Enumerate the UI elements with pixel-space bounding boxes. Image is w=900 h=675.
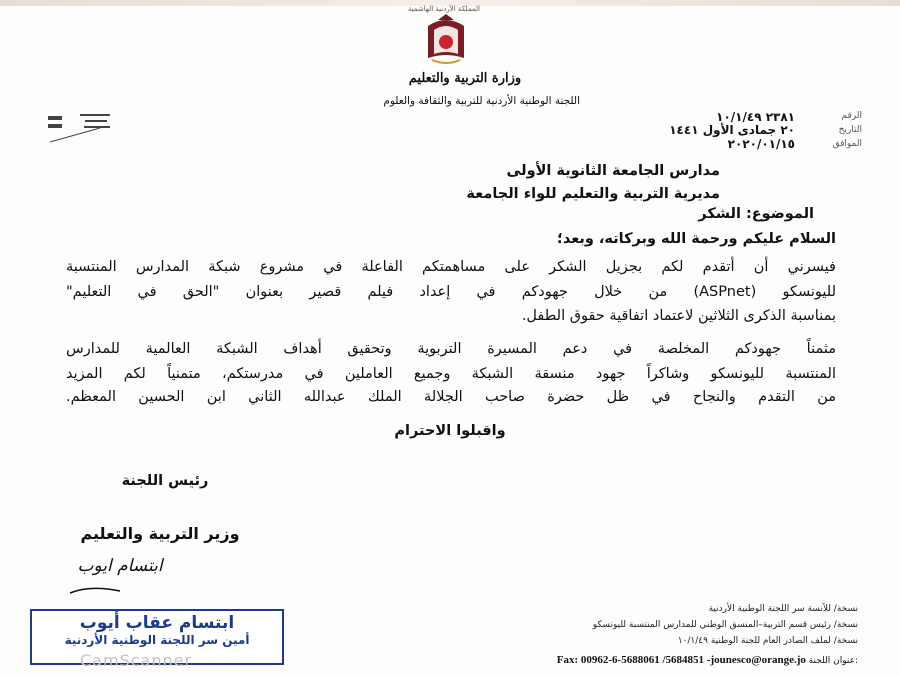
ref-number-label: الرقم — [841, 111, 862, 121]
handwritten-signature: ابتسام ايوب — [77, 556, 163, 576]
ref-corresponding-value: ٢٠٢٠/٠١/١٥ — [727, 137, 795, 151]
paragraph2-line: مثمناً جهودكم المخلصة في دعم المسيرة التربوية وتحقيق أهداف الشبكة العالمية للمدارس — [66, 341, 836, 357]
ref-number-value: ٢٣٨١ ١٠/١/٤٩ — [716, 110, 795, 124]
stamp-title: أمين سر اللجنة الوطنية الأردنية — [64, 633, 250, 647]
footer-contact-value: Fax: 00962-6-5688061 /5684851 -jounesco@orange.jo — [556, 654, 806, 666]
paragraph1-line: لليونسكو (ASPnet) من خلال جهودكم في إعداد فيلم قصير بعنوان "الحق في التعليم" — [66, 284, 836, 300]
ref-corresponding-label: الموافق — [832, 139, 862, 149]
paragraph1-line: بمناسبة الذكرى الثلاثين لاعتماد اتفاقية حقوق الطفل. — [521, 308, 836, 324]
addressee-line-2: مديرية التربية والتعليم للواء الجامعة — [466, 186, 720, 202]
addressee-line-1: مدارس الجامعة الثانوية الأولى — [506, 163, 720, 179]
footer-address-label: عنوان اللجنة: — [808, 656, 858, 666]
subject: الموضوع: الشكر — [698, 206, 814, 222]
paragraph2-line: من التقدم والنجاح في ظل حضرة صاحب الجلالة الملك عبدالله الثاني ابن الحسين المعظم. — [66, 389, 836, 405]
receipt-stamp-icon — [40, 108, 115, 148]
scanner-watermark: CamScanner — [80, 651, 193, 670]
ref-date-value: ٢٠ جمادى الأول ١٤٤١ — [669, 123, 795, 137]
cc-line: نسخة/ للآنسة سر اللجنة الوطنية الأردنية — [708, 604, 858, 614]
committee-name: اللجنة الوطنية الأردنية للتربية والثقافة والعلوم — [383, 95, 580, 107]
ref-date-label: التاريخ — [838, 125, 862, 135]
chair-title: رئيس اللجنة — [121, 473, 209, 489]
footer-contact — [557, 654, 858, 666]
greeting: السلام عليكم ورحمة الله وبركاته، وبعد؛ — [557, 231, 836, 247]
cc-line: نسخة/ رئيس قسم التربية–المنسق الوطني للمدارس المنتسبة لليونسكو — [592, 620, 858, 630]
cc-line: نسخة/ لملف الصادر العام للجنة الوطنية ١٠/١/٤٩ — [677, 636, 858, 646]
paragraph1-line: فيسرني أن أتقدم لكم بجزيل الشكر على مساهمتكم الفاعلة في مشروع شبكة المدارس المنتسبة — [66, 259, 836, 275]
letterhead-caption: المملكة الأردنية الهاشمية — [407, 5, 480, 13]
paragraph2-line: المنتسبة لليونسكو وشاكراً جهود منسقة الشبكة وجميع العاملين في مدرستكم، متمنياً لكم المزيد — [66, 366, 836, 382]
coat-of-arms-icon — [418, 12, 474, 68]
minister-title: وزير التربية والتعليم — [80, 524, 240, 543]
closing: واقبلوا الاحترام — [394, 423, 506, 439]
signature-stroke-icon — [60, 565, 170, 595]
ministry-name: وزارة التربية والتعليم — [408, 71, 522, 86]
stamp-name: ابتسام عقاب أيوب — [79, 613, 235, 633]
